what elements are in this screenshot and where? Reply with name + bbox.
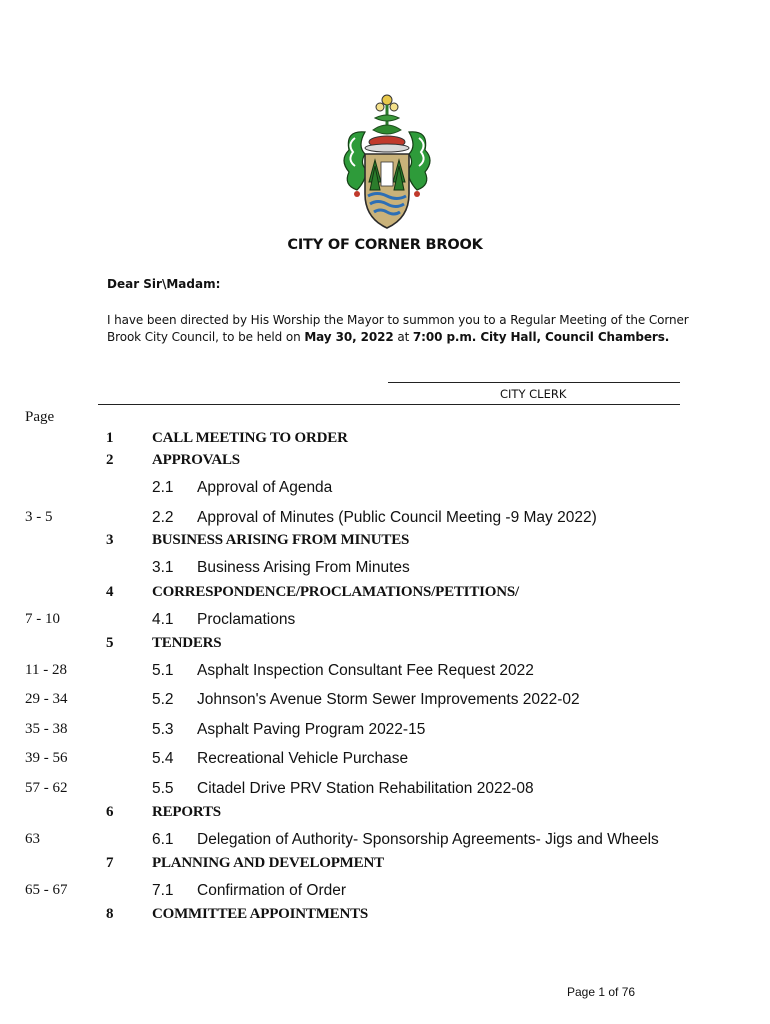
- item-title: Delegation of Authority- Sponsorship Agreements- Jigs and Wheels: [197, 831, 659, 848]
- page-indicator: Page 1 of 76: [567, 985, 636, 999]
- section-number: 8: [106, 906, 114, 922]
- item-number: 5.5: [152, 780, 174, 797]
- agenda-item: [152, 662, 534, 680]
- meeting-date: May 30, 2022: [304, 330, 394, 344]
- section-number: 5: [106, 635, 114, 651]
- item-title: Approval of Agenda: [197, 479, 333, 496]
- section-title: TENDERS: [152, 635, 222, 651]
- item-pages: 65 - 67: [25, 882, 68, 898]
- section-number: 7: [106, 855, 114, 871]
- page-column-header: Page: [25, 409, 55, 425]
- notice-line-2-prefix: Brook City Council, to be held on: [107, 330, 305, 344]
- item-pages: 7 - 10: [25, 611, 60, 627]
- salutation: Dear Sir\Madam:: [107, 277, 221, 291]
- agenda-item: [152, 721, 425, 739]
- signature-line: [388, 382, 680, 383]
- section-title: REPORTS: [152, 804, 221, 820]
- item-title: Business Arising From Minutes: [197, 559, 410, 576]
- agenda-item: [152, 882, 346, 900]
- city-name-heading: CITY OF CORNER BROOK: [287, 237, 483, 253]
- item-number: 2.2: [152, 509, 174, 526]
- item-title: Confirmation of Order: [197, 882, 347, 899]
- section-number: 1: [106, 430, 114, 446]
- item-number: 5.1: [152, 662, 174, 679]
- meeting-time-place: 7:00 p.m. City Hall, Council Chambers.: [412, 330, 670, 344]
- agenda-item: [152, 780, 534, 798]
- item-title: Asphalt Inspection Consultant Fee Request 2022: [197, 662, 534, 679]
- item-number: 5.3: [152, 721, 174, 738]
- agenda-item: [152, 479, 332, 497]
- city-crest-image: [335, 90, 440, 240]
- agenda-item: [152, 559, 410, 577]
- item-number: 6.1: [152, 831, 174, 848]
- section-title: CORRESPONDENCE/PROCLAMATIONS/PETITIONS/: [152, 584, 519, 600]
- item-title: Recreational Vehicle Purchase: [197, 750, 409, 767]
- item-pages: 63: [25, 831, 40, 847]
- section-title: BUSINESS ARISING FROM MINUTES: [152, 532, 410, 548]
- item-pages: 29 - 34: [25, 691, 68, 707]
- section-number: 6: [106, 804, 114, 820]
- item-pages: 39 - 56: [25, 750, 68, 766]
- header-divider: [98, 404, 680, 405]
- item-number: 4.1: [152, 611, 174, 628]
- item-title: Johnson's Avenue Storm Sewer Improvements 2022-02: [197, 691, 580, 708]
- notice-line-2: [107, 329, 689, 346]
- item-number: 2.1: [152, 479, 174, 496]
- item-pages: 57 - 62: [25, 780, 68, 796]
- item-title: Proclamations: [197, 611, 296, 628]
- item-number: 7.1: [152, 882, 174, 899]
- item-title: Asphalt Paving Program 2022-15: [197, 721, 426, 738]
- section-title: APPROVALS: [152, 452, 240, 468]
- agenda-item: [152, 831, 659, 849]
- agenda-item: [152, 750, 408, 768]
- item-pages: 11 - 28: [25, 662, 67, 678]
- item-title: Citadel Drive PRV Station Rehabilitation 2022-08: [197, 780, 534, 797]
- signature-title: CITY CLERK: [500, 387, 567, 401]
- section-number: 3: [106, 532, 114, 548]
- meeting-notice: [107, 312, 689, 346]
- agenda-item: [152, 691, 580, 709]
- section-title: PLANNING AND DEVELOPMENT: [152, 855, 384, 871]
- section-title: COMMITTEE APPOINTMENTS: [152, 906, 369, 922]
- item-pages: 3 - 5: [25, 509, 53, 525]
- item-pages: 35 - 38: [25, 721, 68, 737]
- agenda-item: [152, 611, 295, 629]
- section-number: 2: [106, 452, 114, 468]
- item-number: 3.1: [152, 559, 174, 576]
- agenda-item: [152, 509, 597, 527]
- notice-at-word: at: [393, 330, 413, 344]
- section-title: CALL MEETING TO ORDER: [152, 430, 348, 446]
- item-title: Approval of Minutes (Public Council Meeting -9 May 2022): [197, 509, 597, 526]
- item-number: 5.2: [152, 691, 174, 708]
- section-number: 4: [106, 584, 114, 600]
- notice-line-1: I have been directed by His Worship the Mayor to summon you to a Regular Meeting of the Corner: [107, 313, 689, 327]
- item-number: 5.4: [152, 750, 174, 767]
